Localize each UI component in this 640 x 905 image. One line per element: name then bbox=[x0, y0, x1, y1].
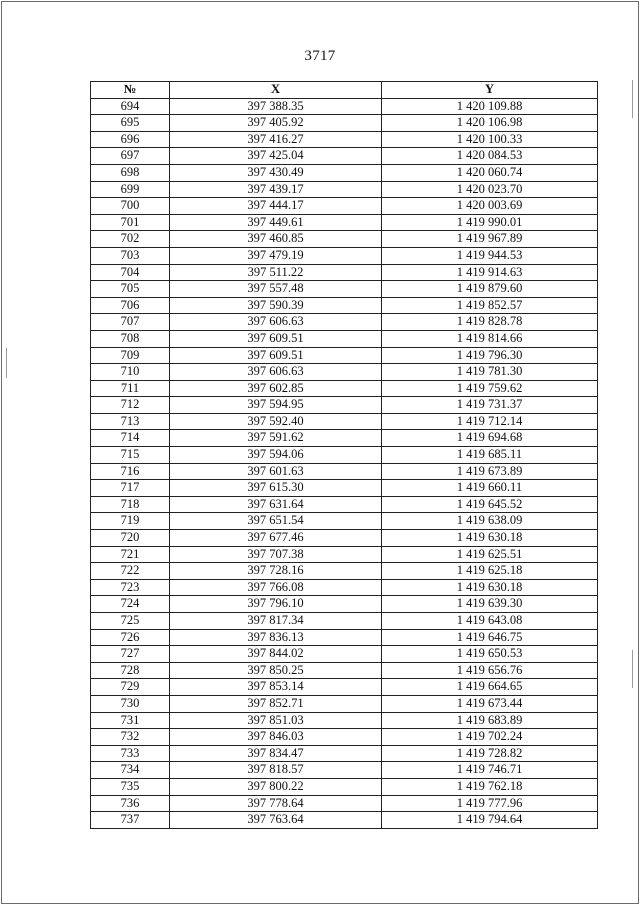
table-row bbox=[91, 546, 598, 563]
scan-mark-right-bottom bbox=[632, 650, 633, 688]
table-row bbox=[91, 613, 598, 630]
table-row bbox=[91, 778, 598, 795]
y-coordinate-cell: 1 419 794.64 bbox=[382, 812, 598, 829]
table-row bbox=[91, 712, 598, 729]
x-coordinate-cell: 397 763.64 bbox=[170, 812, 382, 829]
point-number-cell: 725 bbox=[91, 613, 170, 630]
point-number-cell: 701 bbox=[91, 214, 170, 231]
x-coordinate-cell: 397 796.10 bbox=[170, 596, 382, 613]
table-row bbox=[91, 98, 598, 115]
table-row bbox=[91, 264, 598, 281]
y-coordinate-cell: 1 419 625.51 bbox=[382, 546, 598, 563]
x-coordinate-cell: 397 844.02 bbox=[170, 646, 382, 663]
x-coordinate-cell: 397 592.40 bbox=[170, 413, 382, 430]
x-coordinate-cell: 397 850.25 bbox=[170, 662, 382, 679]
table-row bbox=[91, 231, 598, 248]
table-row bbox=[91, 579, 598, 596]
x-coordinate-cell: 397 615.30 bbox=[170, 480, 382, 497]
x-coordinate-cell: 397 707.38 bbox=[170, 546, 382, 563]
y-coordinate-cell: 1 420 106.98 bbox=[382, 115, 598, 132]
y-coordinate-cell: 1 419 650.53 bbox=[382, 646, 598, 663]
x-coordinate-cell: 397 846.03 bbox=[170, 729, 382, 746]
table-row bbox=[91, 513, 598, 530]
table-row bbox=[91, 530, 598, 547]
point-number-cell: 729 bbox=[91, 679, 170, 696]
point-number-cell: 730 bbox=[91, 695, 170, 712]
point-number-cell: 724 bbox=[91, 596, 170, 613]
x-coordinate-cell: 397 439.17 bbox=[170, 181, 382, 198]
y-coordinate-cell: 1 419 796.30 bbox=[382, 347, 598, 364]
table-row bbox=[91, 679, 598, 696]
x-coordinate-cell: 397 800.22 bbox=[170, 778, 382, 795]
point-number-cell: 723 bbox=[91, 579, 170, 596]
point-number-cell: 698 bbox=[91, 164, 170, 181]
table-row bbox=[91, 762, 598, 779]
table-row bbox=[91, 629, 598, 646]
point-number-cell: 712 bbox=[91, 397, 170, 414]
table-row bbox=[91, 297, 598, 314]
table-row bbox=[91, 214, 598, 231]
scan-mark-right-top bbox=[632, 80, 633, 118]
point-number-cell: 694 bbox=[91, 98, 170, 115]
table-row bbox=[91, 413, 598, 430]
point-number-cell: 715 bbox=[91, 447, 170, 464]
y-coordinate-cell: 1 420 084.53 bbox=[382, 148, 598, 165]
point-number-cell: 704 bbox=[91, 264, 170, 281]
point-number-cell: 708 bbox=[91, 330, 170, 347]
y-coordinate-cell: 1 419 777.96 bbox=[382, 795, 598, 812]
point-number-cell: 696 bbox=[91, 131, 170, 148]
y-coordinate-cell: 1 419 673.89 bbox=[382, 463, 598, 480]
y-coordinate-cell: 1 419 914.63 bbox=[382, 264, 598, 281]
x-coordinate-cell: 397 602.85 bbox=[170, 380, 382, 397]
y-coordinate-cell: 1 419 990.01 bbox=[382, 214, 598, 231]
point-number-cell: 726 bbox=[91, 629, 170, 646]
point-number-cell: 737 bbox=[91, 812, 170, 829]
point-number-cell: 732 bbox=[91, 729, 170, 746]
x-coordinate-cell: 397 817.34 bbox=[170, 613, 382, 630]
y-coordinate-cell: 1 419 728.82 bbox=[382, 745, 598, 762]
table-row bbox=[91, 314, 598, 331]
x-coordinate-cell: 397 728.16 bbox=[170, 563, 382, 580]
table-row bbox=[91, 347, 598, 364]
point-number-cell: 697 bbox=[91, 148, 170, 165]
x-coordinate-cell: 397 852.71 bbox=[170, 695, 382, 712]
x-coordinate-cell: 397 851.03 bbox=[170, 712, 382, 729]
point-number-cell: 734 bbox=[91, 762, 170, 779]
point-number-cell: 699 bbox=[91, 181, 170, 198]
y-coordinate-cell: 1 419 638.09 bbox=[382, 513, 598, 530]
point-number-cell: 703 bbox=[91, 247, 170, 264]
x-coordinate-cell: 397 606.63 bbox=[170, 364, 382, 381]
point-number-cell: 710 bbox=[91, 364, 170, 381]
table-row bbox=[91, 181, 598, 198]
x-coordinate-cell: 397 594.95 bbox=[170, 397, 382, 414]
x-coordinate-cell: 397 836.13 bbox=[170, 629, 382, 646]
table-row bbox=[91, 115, 598, 132]
y-coordinate-cell: 1 419 702.24 bbox=[382, 729, 598, 746]
point-number-cell: 718 bbox=[91, 496, 170, 513]
x-coordinate-cell: 397 430.49 bbox=[170, 164, 382, 181]
table-row bbox=[91, 430, 598, 447]
x-coordinate-cell: 397 416.27 bbox=[170, 131, 382, 148]
table-row bbox=[91, 447, 598, 464]
point-number-cell: 706 bbox=[91, 297, 170, 314]
x-coordinate-cell: 397 590.39 bbox=[170, 297, 382, 314]
point-number-cell: 722 bbox=[91, 563, 170, 580]
x-coordinate-cell: 397 766.08 bbox=[170, 579, 382, 596]
table-row bbox=[91, 795, 598, 812]
x-coordinate-cell: 397 834.47 bbox=[170, 745, 382, 762]
point-number-cell: 727 bbox=[91, 646, 170, 663]
x-coordinate-cell: 397 444.17 bbox=[170, 198, 382, 215]
table-row bbox=[91, 662, 598, 679]
table-row bbox=[91, 397, 598, 414]
x-coordinate-cell: 397 818.57 bbox=[170, 762, 382, 779]
table-row bbox=[91, 745, 598, 762]
y-coordinate-cell: 1 419 625.18 bbox=[382, 563, 598, 580]
table-row bbox=[91, 364, 598, 381]
page-number: 3717 bbox=[304, 48, 336, 64]
y-coordinate-cell: 1 419 645.52 bbox=[382, 496, 598, 513]
y-coordinate-cell: 1 419 673.44 bbox=[382, 695, 598, 712]
x-coordinate-cell: 397 609.51 bbox=[170, 330, 382, 347]
table-row bbox=[91, 729, 598, 746]
y-coordinate-cell: 1 419 852.57 bbox=[382, 297, 598, 314]
y-coordinate-cell: 1 419 664.65 bbox=[382, 679, 598, 696]
x-coordinate-cell: 397 449.61 bbox=[170, 214, 382, 231]
x-coordinate-cell: 397 591.62 bbox=[170, 430, 382, 447]
x-coordinate-cell: 397 388.35 bbox=[170, 98, 382, 115]
point-number-cell: 731 bbox=[91, 712, 170, 729]
table-row bbox=[91, 480, 598, 497]
x-coordinate-cell: 397 853.14 bbox=[170, 679, 382, 696]
y-coordinate-cell: 1 419 660.11 bbox=[382, 480, 598, 497]
y-coordinate-cell: 1 419 694.68 bbox=[382, 430, 598, 447]
point-number-cell: 713 bbox=[91, 413, 170, 430]
point-number-cell: 736 bbox=[91, 795, 170, 812]
y-coordinate-cell: 1 420 100.33 bbox=[382, 131, 598, 148]
table-row bbox=[91, 646, 598, 663]
point-number-cell: 714 bbox=[91, 430, 170, 447]
point-number-cell: 721 bbox=[91, 546, 170, 563]
y-coordinate-cell: 1 419 630.18 bbox=[382, 530, 598, 547]
y-coordinate-cell: 1 419 656.76 bbox=[382, 662, 598, 679]
table-row bbox=[91, 695, 598, 712]
y-coordinate-cell: 1 419 879.60 bbox=[382, 281, 598, 298]
table-row bbox=[91, 563, 598, 580]
x-coordinate-cell: 397 460.85 bbox=[170, 231, 382, 248]
point-number-cell: 695 bbox=[91, 115, 170, 132]
table-row bbox=[91, 496, 598, 513]
point-number-cell: 720 bbox=[91, 530, 170, 547]
point-number-cell: 709 bbox=[91, 347, 170, 364]
x-coordinate-cell: 397 601.63 bbox=[170, 463, 382, 480]
y-coordinate-cell: 1 419 762.18 bbox=[382, 778, 598, 795]
y-coordinate-cell: 1 419 646.75 bbox=[382, 629, 598, 646]
x-coordinate-cell: 397 606.63 bbox=[170, 314, 382, 331]
point-number-cell: 705 bbox=[91, 281, 170, 298]
table-row bbox=[91, 247, 598, 264]
table-row bbox=[91, 330, 598, 347]
y-coordinate-cell: 1 419 643.08 bbox=[382, 613, 598, 630]
column-header-x: X bbox=[170, 82, 382, 99]
y-coordinate-cell: 1 420 109.88 bbox=[382, 98, 598, 115]
point-number-cell: 707 bbox=[91, 314, 170, 331]
coordinates-table bbox=[90, 81, 598, 829]
point-number-cell: 735 bbox=[91, 778, 170, 795]
point-number-cell: 733 bbox=[91, 745, 170, 762]
y-coordinate-cell: 1 420 003.69 bbox=[382, 198, 598, 215]
y-coordinate-cell: 1 419 967.89 bbox=[382, 231, 598, 248]
table-row bbox=[91, 148, 598, 165]
y-coordinate-cell: 1 419 731.37 bbox=[382, 397, 598, 414]
scan-mark-left bbox=[6, 348, 7, 378]
y-coordinate-cell: 1 419 781.30 bbox=[382, 364, 598, 381]
column-header-y: Y bbox=[382, 82, 598, 99]
table-row bbox=[91, 812, 598, 829]
table-row bbox=[91, 281, 598, 298]
x-coordinate-cell: 397 479.19 bbox=[170, 247, 382, 264]
y-coordinate-cell: 1 419 944.53 bbox=[382, 247, 598, 264]
point-number-cell: 702 bbox=[91, 231, 170, 248]
point-number-cell: 711 bbox=[91, 380, 170, 397]
x-coordinate-cell: 397 677.46 bbox=[170, 530, 382, 547]
y-coordinate-cell: 1 419 759.62 bbox=[382, 380, 598, 397]
y-coordinate-cell: 1 420 023.70 bbox=[382, 181, 598, 198]
y-coordinate-cell: 1 419 630.18 bbox=[382, 579, 598, 596]
y-coordinate-cell: 1 419 685.11 bbox=[382, 447, 598, 464]
table-header-row bbox=[91, 82, 598, 99]
y-coordinate-cell: 1 419 746.71 bbox=[382, 762, 598, 779]
y-coordinate-cell: 1 419 814.66 bbox=[382, 330, 598, 347]
y-coordinate-cell: 1 420 060.74 bbox=[382, 164, 598, 181]
x-coordinate-cell: 397 631.64 bbox=[170, 496, 382, 513]
table-row bbox=[91, 463, 598, 480]
point-number-cell: 717 bbox=[91, 480, 170, 497]
y-coordinate-cell: 1 419 828.78 bbox=[382, 314, 598, 331]
y-coordinate-cell: 1 419 712.14 bbox=[382, 413, 598, 430]
x-coordinate-cell: 397 778.64 bbox=[170, 795, 382, 812]
y-coordinate-cell: 1 419 683.89 bbox=[382, 712, 598, 729]
table-body bbox=[91, 98, 598, 828]
x-coordinate-cell: 397 651.54 bbox=[170, 513, 382, 530]
point-number-cell: 716 bbox=[91, 463, 170, 480]
table-row bbox=[91, 380, 598, 397]
table-row bbox=[91, 596, 598, 613]
table-row bbox=[91, 164, 598, 181]
x-coordinate-cell: 397 405.92 bbox=[170, 115, 382, 132]
table-row bbox=[91, 131, 598, 148]
point-number-cell: 719 bbox=[91, 513, 170, 530]
x-coordinate-cell: 397 511.22 bbox=[170, 264, 382, 281]
x-coordinate-cell: 397 609.51 bbox=[170, 347, 382, 364]
x-coordinate-cell: 397 594.06 bbox=[170, 447, 382, 464]
x-coordinate-cell: 397 557.48 bbox=[170, 281, 382, 298]
table-row bbox=[91, 198, 598, 215]
point-number-cell: 700 bbox=[91, 198, 170, 215]
y-coordinate-cell: 1 419 639.30 bbox=[382, 596, 598, 613]
column-header-number: № bbox=[91, 82, 170, 99]
x-coordinate-cell: 397 425.04 bbox=[170, 148, 382, 165]
point-number-cell: 728 bbox=[91, 662, 170, 679]
